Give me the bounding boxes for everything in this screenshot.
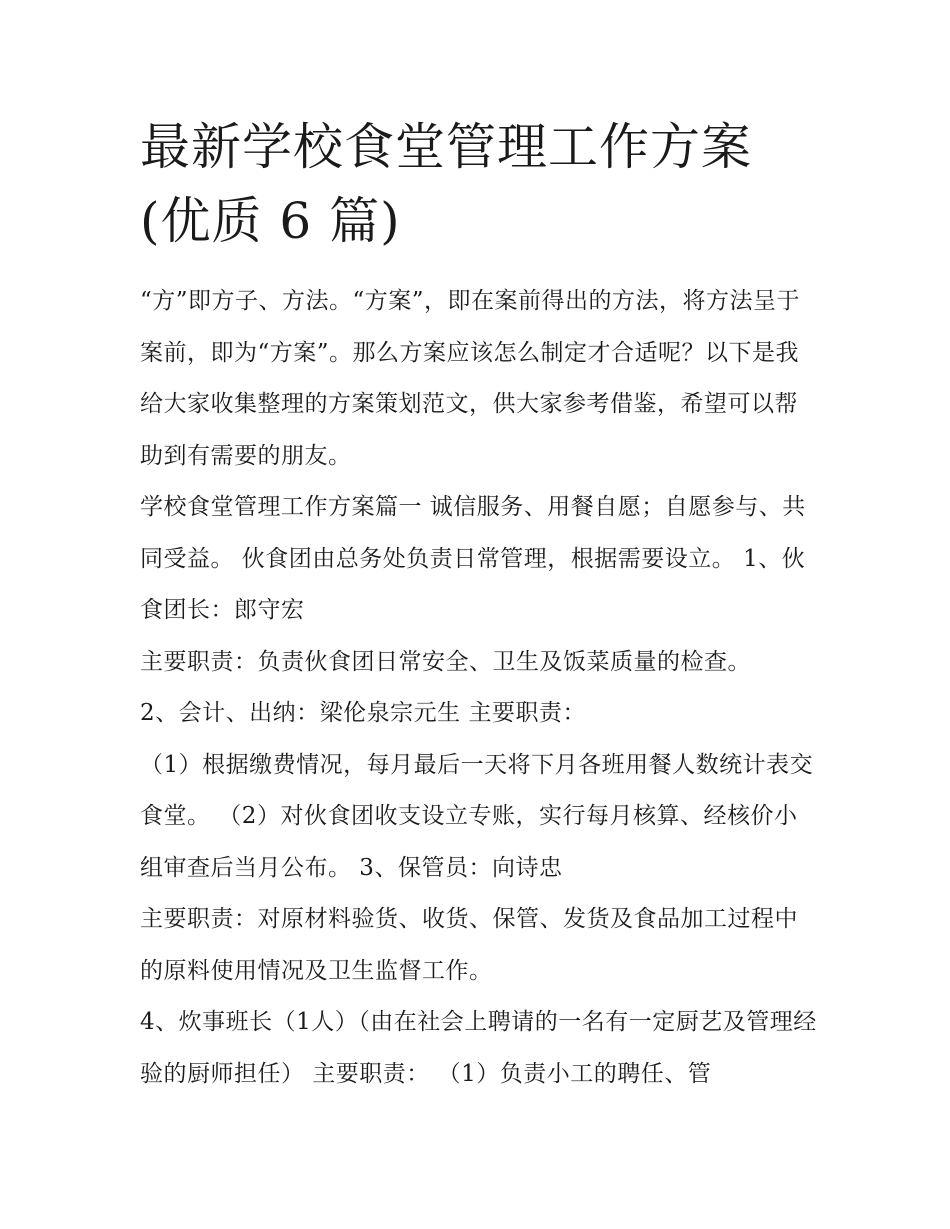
- paragraph-accountant-duties: （1）根据缴费情况，每月最后一天将下月各班用餐人数统计表交食堂。 （2）对伙食团收支设立专账，实行每月核算、经核价小组审查后当月公布。 3、保管员：向诗忠: [140, 751, 814, 881]
- paragraph-accountant: 2、会计、出纳：梁伦泉宗元生 主要职责：: [140, 700, 586, 726]
- paragraph-intro: “方”即方子、方法。“方案”，即在案前得出的方法，将方法呈于案前，即为“方案”。那么方案应该怎么制定才合适呢？以下是我给大家收集整理的方案策划范文，供大家参考借鉴，希望可以帮助到有需要的朋友。: [140, 288, 801, 469]
- document-page: [140, 110, 820, 1100]
- document-title: 最新学校食堂管理工作方案(优质 6 篇): [140, 118, 752, 250]
- paragraph-cook-leader: 4、炊事班长（1人）（由在社会上聘请的一名有一定厨艺及管理经验的厨师担任） 主要职责： （1）负责小工的聘任、管: [140, 1009, 817, 1087]
- paragraph-keeper-duties: 主要职责：对原材料验货、收货、保管、发货及食品加工过程中的原料使用情况及卫生监督工作。: [140, 906, 798, 984]
- paragraph-director-duties: 主要职责：负责伙食团日常安全、卫生及饭菜质量的检查。: [140, 648, 751, 675]
- paragraph-section-one: 学校食堂管理工作方案篇一 诚信服务、用餐自愿；自愿参与、共同受益。 伙食团由总务处负责日常管理，根据需要设立。 1、伙食团长：郎守宏: [140, 494, 806, 623]
